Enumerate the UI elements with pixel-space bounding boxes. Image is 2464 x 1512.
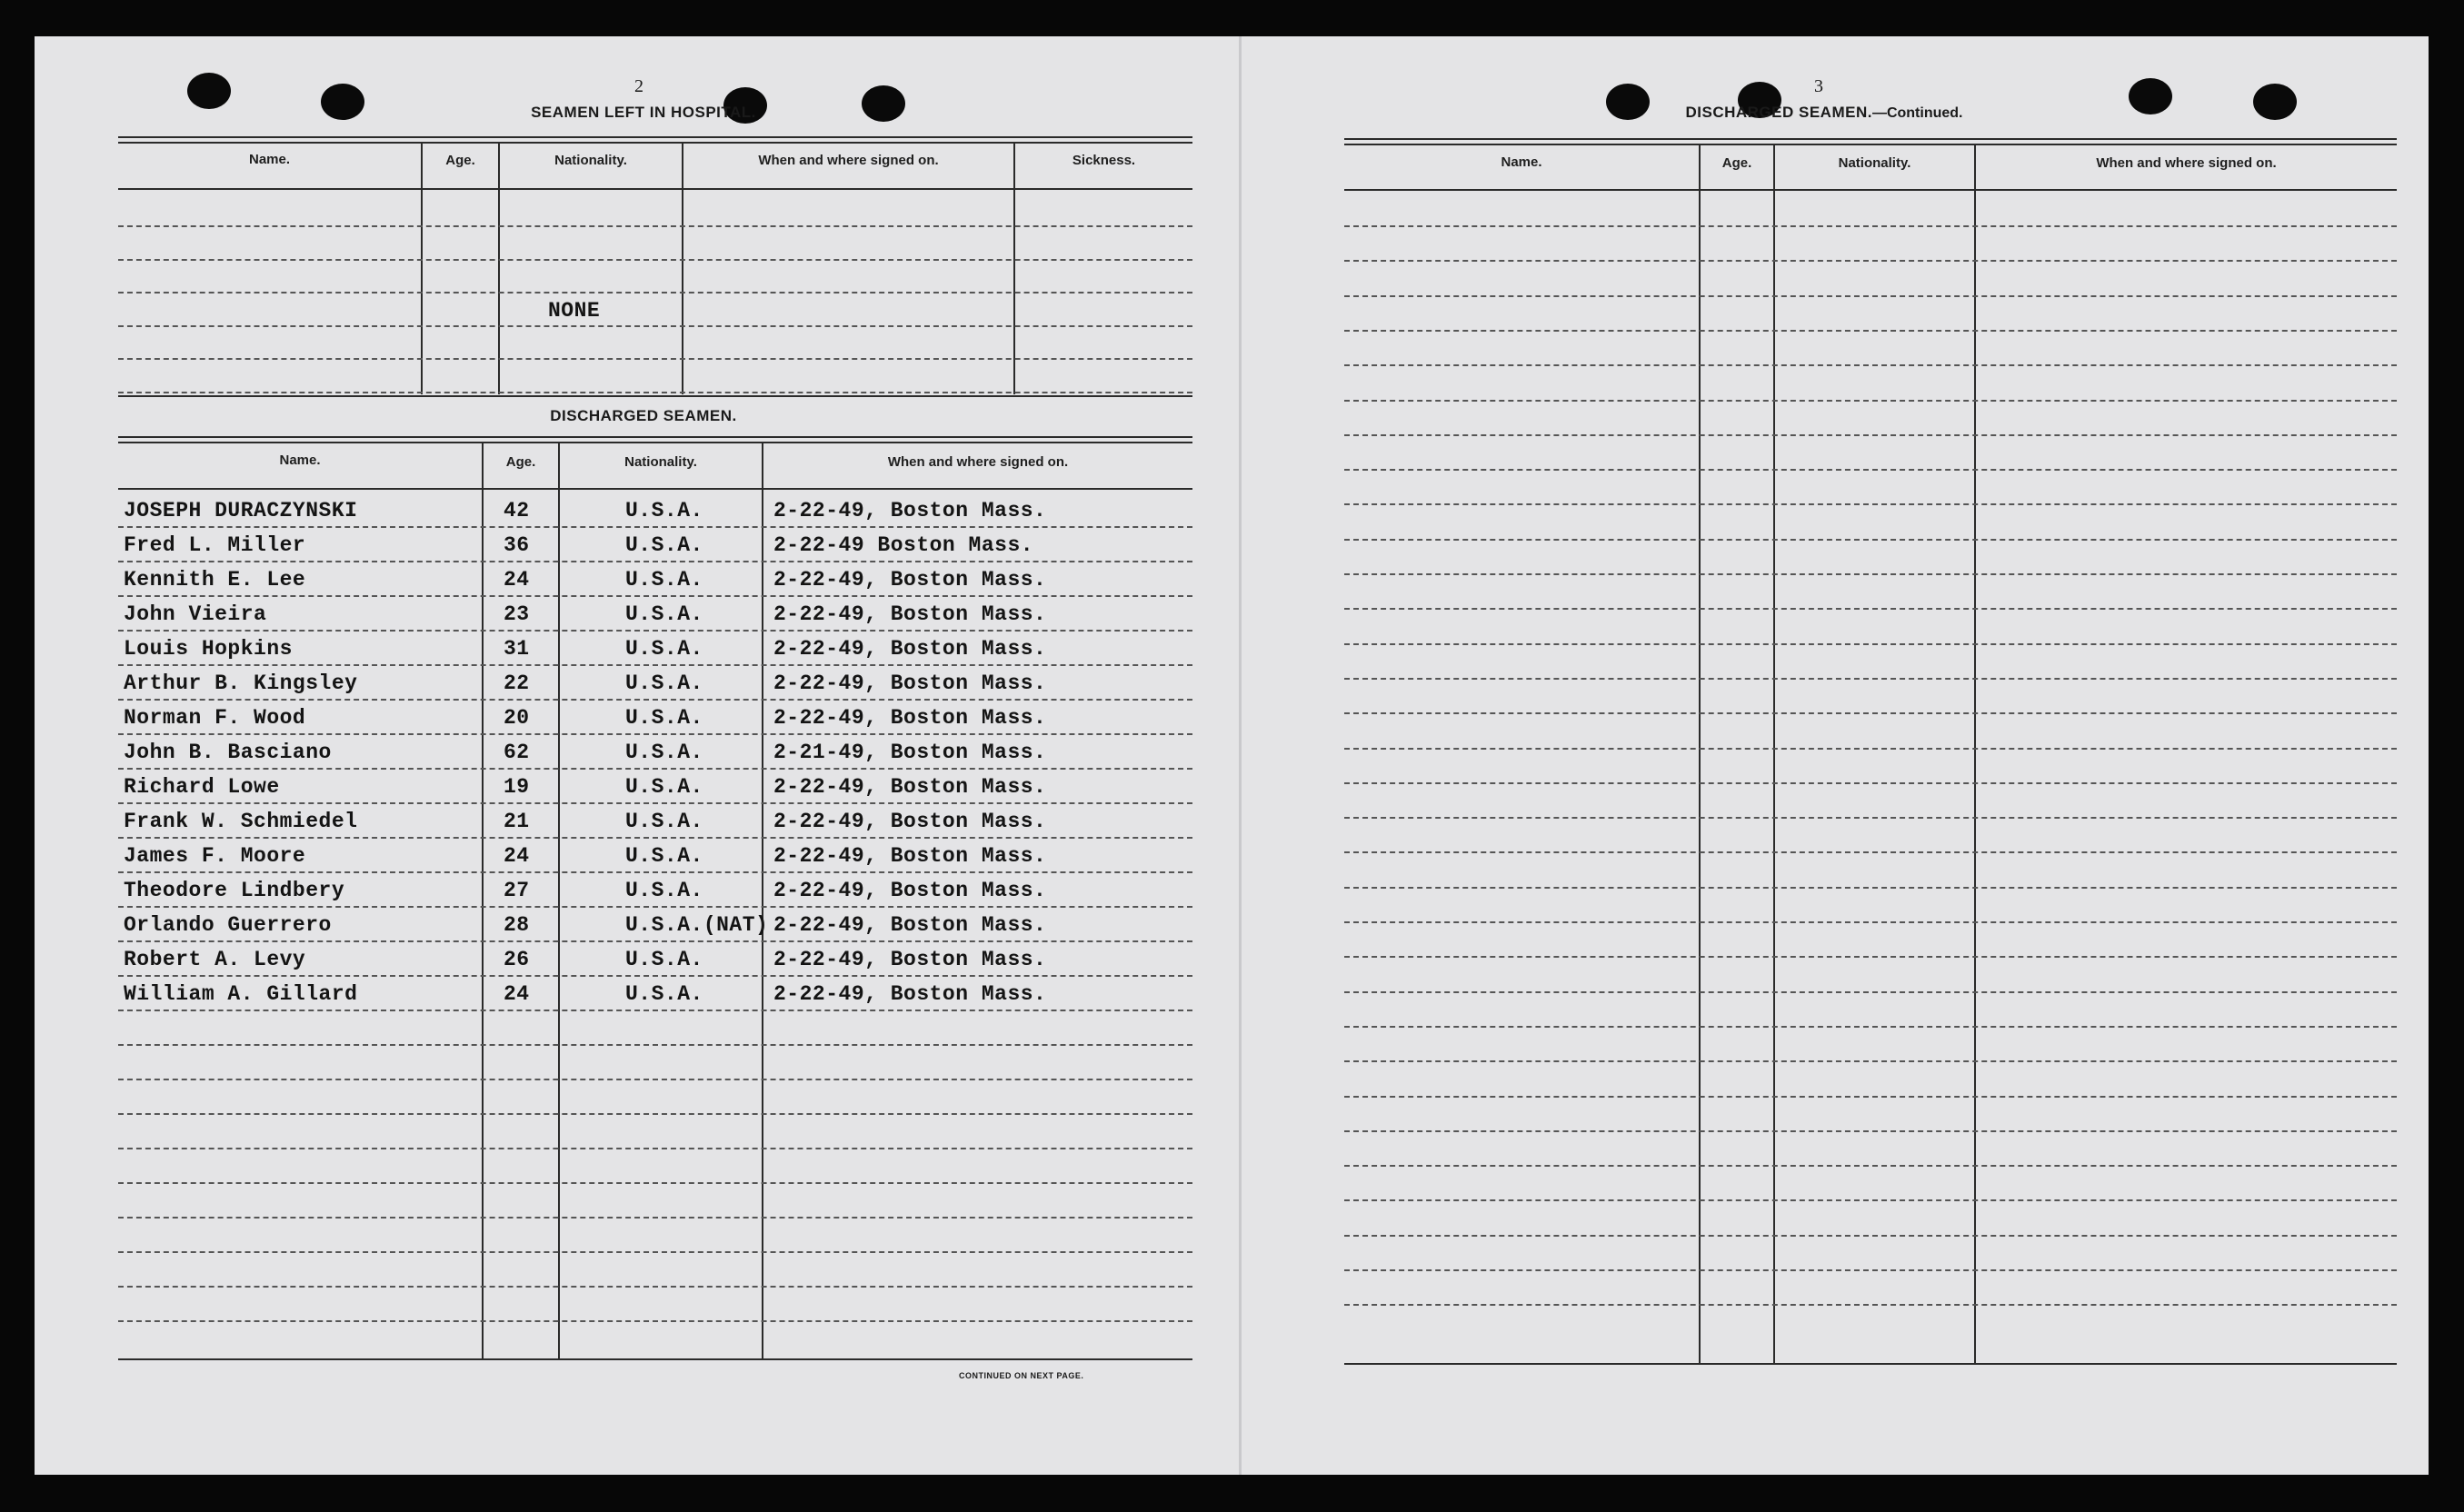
seaman-signed-on: 2-22-49, Boston Mass.	[773, 844, 1047, 868]
ruled-line	[1344, 887, 2397, 889]
seaman-name: JOSEPH DURACZYNSKI	[124, 499, 358, 522]
seaman-name: Richard Lowe	[124, 775, 280, 799]
seaman-signed-on: 2-22-49, Boston Mass.	[773, 602, 1047, 626]
seaman-nationality: U.S.A.	[625, 602, 703, 626]
ruled-line	[1344, 1026, 2397, 1028]
continued-note: CONTINUED ON NEXT PAGE.	[959, 1371, 1084, 1380]
seaman-age: 20	[504, 706, 530, 730]
ruled-line	[1344, 782, 2397, 784]
ruled-line	[1344, 991, 2397, 993]
seaman-nationality: U.S.A.	[625, 533, 703, 557]
ruled-line	[1344, 260, 2397, 262]
ruled-line	[118, 802, 1192, 804]
seaman-age: 36	[504, 533, 530, 557]
ruled-line	[1344, 1096, 2397, 1098]
ruled-line	[118, 940, 1192, 942]
document-sheet	[35, 36, 2429, 1475]
ruled-line	[1344, 817, 2397, 819]
col-header-nationality: Nationality.	[554, 153, 627, 168]
punch-hole	[187, 73, 231, 109]
punch-hole	[2129, 78, 2172, 114]
ruled-line	[118, 1079, 1192, 1080]
col-header-age: Age.	[505, 454, 536, 470]
seaman-signed-on: 2-22-49, Boston Mass.	[773, 810, 1047, 833]
seaman-nationality: U.S.A.	[625, 637, 703, 661]
seaman-name: Louis Hopkins	[124, 637, 293, 661]
ruled-line	[118, 975, 1192, 977]
seaman-age: 24	[504, 568, 530, 592]
seaman-nationality: U.S.A.	[625, 879, 703, 902]
seaman-name: Fred L. Miller	[124, 533, 306, 557]
ruled-line	[118, 1251, 1192, 1253]
column-divider	[682, 144, 683, 394]
ruled-line	[1344, 956, 2397, 958]
ruled-line	[1344, 608, 2397, 610]
seaman-age: 24	[504, 982, 530, 1006]
seaman-name: James F. Moore	[124, 844, 306, 868]
page-left	[35, 36, 1242, 1475]
seaman-name: Frank W. Schmiedel	[124, 810, 358, 833]
ruled-line	[1344, 1199, 2397, 1201]
section-title-text: DISCHARGED SEAMEN.	[1685, 104, 1872, 121]
col-header-signed-on: When and where signed on.	[758, 153, 939, 168]
ruled-line	[1344, 678, 2397, 680]
ruled-line	[1344, 921, 2397, 923]
ruled-line	[118, 1148, 1192, 1149]
ruled-line	[118, 1010, 1192, 1011]
ruled-line	[1344, 330, 2397, 332]
ruled-line	[118, 1286, 1192, 1288]
ruled-line	[118, 358, 1192, 360]
seaman-name: Arthur B. Kingsley	[124, 671, 358, 695]
ruled-line	[118, 664, 1192, 666]
ruled-line	[1344, 573, 2397, 575]
column-divider	[1773, 145, 1775, 1363]
ruled-line	[118, 561, 1192, 562]
ruled-line	[1344, 225, 2397, 227]
discharged-continued-title	[1642, 104, 2006, 122]
seaman-age: 42	[504, 499, 530, 522]
ruled-line	[118, 699, 1192, 701]
col-header-name: Name.	[248, 152, 291, 167]
col-header-name: Name.	[279, 453, 321, 468]
seaman-age: 23	[504, 602, 530, 626]
ruled-line	[118, 1320, 1192, 1322]
ruled-line	[118, 871, 1192, 873]
seaman-age: 21	[504, 810, 530, 833]
ruled-line	[1344, 1235, 2397, 1237]
seaman-age: 26	[504, 948, 530, 971]
table-rule	[1344, 1363, 2397, 1365]
seaman-age: 27	[504, 879, 530, 902]
page-number: 3	[1814, 76, 1823, 96]
seaman-name: Orlando Guerrero	[124, 913, 332, 937]
ruled-line	[1344, 434, 2397, 436]
ruled-line	[118, 906, 1192, 908]
seaman-signed-on: 2-22-49 Boston Mass.	[773, 533, 1034, 557]
table-rule	[118, 142, 1192, 144]
ruled-line	[1344, 503, 2397, 505]
table-rule	[118, 442, 1192, 443]
seaman-signed-on: 2-21-49, Boston Mass.	[773, 741, 1047, 764]
ruled-line	[1344, 539, 2397, 541]
seaman-name: Norman F. Wood	[124, 706, 306, 730]
punch-hole	[321, 84, 364, 120]
col-header-sickness: Sickness.	[1072, 153, 1136, 168]
ruled-line	[118, 1182, 1192, 1184]
ruled-line	[1344, 1304, 2397, 1306]
punch-hole	[2253, 84, 2297, 120]
col-header-name: Name.	[1501, 154, 1542, 170]
seaman-nationality: U.S.A.	[625, 671, 703, 695]
col-header-signed-on: When and where signed on.	[887, 454, 1069, 470]
ruled-line	[1344, 364, 2397, 366]
ruled-line	[1344, 748, 2397, 750]
table-rule	[1344, 138, 2397, 140]
seaman-nationality: U.S.A.	[625, 775, 703, 799]
seaman-nationality: U.S.A.	[625, 982, 703, 1006]
discharged-section-title: DISCHARGED SEAMEN.	[550, 407, 737, 424]
column-divider	[1013, 144, 1015, 394]
ruled-line	[1344, 1060, 2397, 1062]
table-rule	[118, 436, 1192, 438]
ruled-line	[118, 392, 1192, 393]
ruled-line	[1344, 643, 2397, 645]
ruled-line	[118, 259, 1192, 261]
col-header-nationality: Nationality.	[624, 454, 697, 470]
ruled-line	[118, 1217, 1192, 1219]
seaman-nationality: U.S.A.	[625, 499, 703, 522]
ruled-line	[118, 526, 1192, 528]
seaman-nationality: U.S.A.	[625, 568, 703, 592]
col-header-age: Age.	[445, 153, 475, 168]
seaman-name: William A. Gillard	[124, 982, 358, 1006]
ruled-line	[118, 630, 1192, 632]
seaman-nationality: U.S.A.	[625, 844, 703, 868]
punch-hole	[862, 85, 905, 122]
table-rule	[118, 1358, 1192, 1360]
seaman-nationality: U.S.A.	[625, 810, 703, 833]
ruled-line	[118, 225, 1192, 227]
ruled-line	[1344, 851, 2397, 853]
seaman-signed-on: 2-22-49, Boston Mass.	[773, 671, 1047, 695]
seaman-signed-on: 2-22-49, Boston Mass.	[773, 706, 1047, 730]
ruled-line	[118, 325, 1192, 327]
seaman-age: 31	[504, 637, 530, 661]
column-divider	[1974, 145, 1976, 1363]
seaman-signed-on: 2-22-49, Boston Mass.	[773, 982, 1047, 1006]
col-header-signed-on: When and where signed on.	[2096, 155, 2277, 171]
table-rule	[1344, 189, 2397, 191]
seaman-age: 24	[504, 844, 530, 868]
seaman-nationality: U.S.A.(NAT)	[625, 913, 769, 937]
ruled-line	[1344, 1130, 2397, 1132]
seaman-name: John Vieira	[124, 602, 267, 626]
ruled-line	[118, 1044, 1192, 1046]
seaman-signed-on: 2-22-49, Boston Mass.	[773, 879, 1047, 902]
ruled-line	[118, 292, 1192, 293]
seaman-age: 22	[504, 671, 530, 695]
seaman-signed-on: 2-22-49, Boston Mass.	[773, 568, 1047, 592]
column-divider	[762, 443, 763, 1358]
seaman-nationality: U.S.A.	[625, 741, 703, 764]
page-number: 2	[634, 76, 643, 96]
ruled-line	[1344, 712, 2397, 714]
seaman-nationality: U.S.A.	[625, 706, 703, 730]
page-right	[1242, 36, 2429, 1475]
ruled-line	[1344, 1165, 2397, 1167]
seaman-nationality: U.S.A.	[625, 948, 703, 971]
ruled-line	[118, 768, 1192, 770]
seaman-name: John B. Basciano	[124, 741, 332, 764]
col-header-nationality: Nationality.	[1838, 155, 1911, 171]
seaman-name: Kennith E. Lee	[124, 568, 306, 592]
seaman-signed-on: 2-22-49, Boston Mass.	[773, 499, 1047, 522]
ruled-line	[118, 733, 1192, 735]
seaman-signed-on: 2-22-49, Boston Mass.	[773, 948, 1047, 971]
hospital-entry: NONE	[548, 299, 601, 323]
table-rule	[118, 488, 1192, 490]
page-fold	[1239, 36, 1242, 1475]
ruled-line	[118, 595, 1192, 597]
seaman-signed-on: 2-22-49, Boston Mass.	[773, 775, 1047, 799]
table-rule	[1344, 144, 2397, 145]
seaman-name: Robert A. Levy	[124, 948, 306, 971]
seaman-signed-on: 2-22-49, Boston Mass.	[773, 913, 1047, 937]
seaman-name: Theodore Lindbery	[124, 879, 345, 902]
ruled-line	[1344, 400, 2397, 402]
table-rule	[118, 188, 1192, 190]
ruled-line	[1344, 295, 2397, 297]
section-title-suffix: —Continued.	[1871, 105, 1963, 121]
column-divider	[421, 144, 423, 394]
seaman-signed-on: 2-22-49, Boston Mass.	[773, 637, 1047, 661]
table-rule	[118, 136, 1192, 138]
seaman-age: 28	[504, 913, 530, 937]
hospital-section-title: SEAMEN LEFT IN HOSPITAL.	[531, 104, 756, 121]
ruled-line	[1344, 469, 2397, 471]
column-divider	[498, 144, 500, 394]
column-divider	[482, 443, 484, 1358]
ruled-line	[1344, 1269, 2397, 1271]
col-header-age: Age.	[1721, 155, 1752, 171]
ruled-line	[118, 837, 1192, 839]
seaman-age: 19	[504, 775, 530, 799]
ruled-line	[118, 1113, 1192, 1115]
column-divider	[558, 443, 560, 1358]
seaman-age: 62	[504, 741, 530, 764]
column-divider	[1699, 145, 1701, 1363]
table-rule	[118, 395, 1192, 397]
